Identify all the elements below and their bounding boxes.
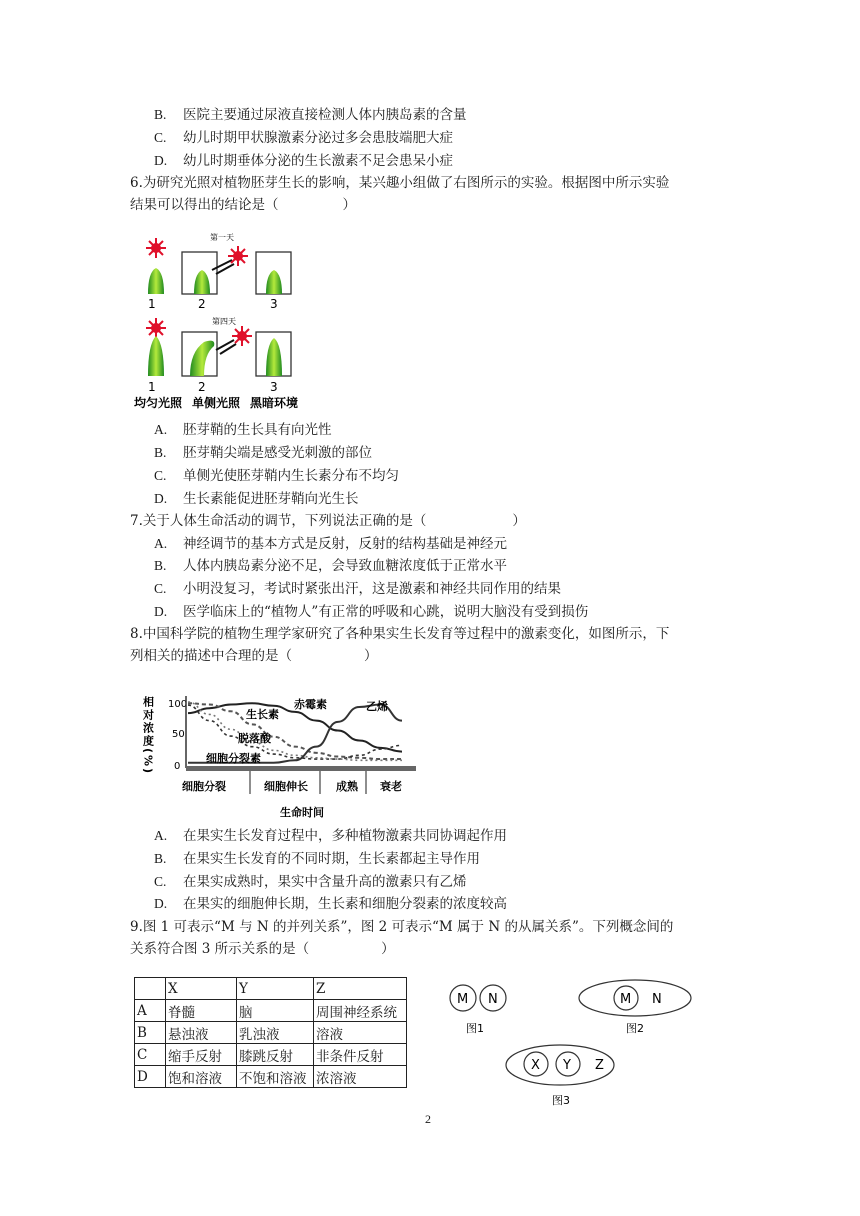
y-axis-label: 相对浓度(%)	[141, 696, 155, 776]
figure-1	[450, 985, 506, 1035]
q6-option-a: A. 胚芽鞘的生长具有向光性	[154, 422, 332, 438]
sun-icon	[232, 326, 252, 346]
svg-text:2: 2	[198, 297, 206, 311]
svg-text:N: N	[488, 992, 498, 1007]
series-label: 细胞分裂素	[206, 752, 261, 765]
condition-unilateral: 单侧光照	[192, 396, 241, 410]
q7-option-c: C. 小明没复习，考试时紧张出汗，这是激素和神经共同作用的结果	[154, 581, 561, 597]
svg-text:图1: 图1	[466, 1022, 484, 1035]
hormone-chart	[134, 682, 424, 822]
day1-label: 第一天	[210, 233, 234, 242]
q9-stem-2: 关系符合图 3 所示关系的是（ ）	[130, 941, 395, 957]
series-label: 乙烯	[366, 700, 388, 713]
svg-text:2: 2	[198, 380, 206, 394]
table-header-row: X Y Z	[135, 978, 407, 1000]
q6-figure	[132, 226, 332, 416]
svg-text:Z: Z	[595, 1058, 604, 1073]
x-axis	[186, 766, 416, 771]
sun-icon	[146, 238, 166, 258]
svg-text:N: N	[652, 992, 662, 1007]
svg-text:1: 1	[148, 297, 156, 311]
table-row: B 悬浊液 乳浊液 溶液	[135, 1022, 407, 1044]
condition-uniform: 均匀光照	[134, 396, 183, 410]
series-label: 脱落酸	[238, 732, 271, 745]
q6-option-b: B. 胚芽鞘尖端是感受光刺激的部位	[154, 445, 372, 461]
table-row: D 饱和溶液 不饱和溶液 浓溶液	[135, 1066, 407, 1088]
q8-stem-2: 列相关的描述中合理的是（ ）	[130, 648, 378, 664]
figure-2	[579, 980, 691, 1035]
sun-icon	[146, 318, 166, 338]
x-stage-label: 细胞分裂	[182, 780, 226, 793]
svg-text:X: X	[531, 1058, 540, 1073]
q7-stem: 7.关于人体生命活动的调节，下列说法正确的是（ ）	[130, 513, 526, 529]
series-label: 生长素	[246, 708, 279, 721]
series-label: 赤霉素	[294, 698, 327, 711]
condition-dark: 黑暗环境	[250, 396, 299, 410]
svg-text:1: 1	[148, 380, 156, 394]
concept-table	[134, 977, 407, 1088]
svg-text:M: M	[457, 992, 469, 1007]
y-tick: 100	[168, 699, 188, 710]
option-c: C. 幼儿时期甲状腺激素分泌过多会患肢端肥大症	[154, 130, 453, 146]
q8-stem: 8.中国科学院的植物生理学家研究了各种果实生长发育等过程中的激素变化，如图所示，下	[130, 626, 670, 642]
x-axis-label: 生命时间	[280, 806, 324, 819]
q7-option-d: D. 医学临床上的“植物人”有正常的呼吸和心跳，说明大脑没有受到损伤	[154, 604, 589, 620]
x-stage-label: 细胞伸长	[264, 780, 308, 793]
figure-3	[506, 1045, 614, 1107]
option-b: B. 医院主要通过尿液直接检测人体内胰岛素的含量	[154, 107, 467, 123]
y-tick: 50	[172, 729, 185, 740]
page-number: 2	[425, 1112, 431, 1126]
q6-option-c: C. 单侧光使胚芽鞘内生长素分布不均匀	[154, 468, 399, 484]
q7-option-a: A. 神经调节的基本方式是反射，反射的结构基础是神经元	[154, 536, 507, 552]
q8-option-c: C. 在果实成熟时，果实中含量升高的激素只有乙烯	[154, 874, 467, 890]
svg-text:3: 3	[270, 380, 278, 394]
x-stage-label: 成熟	[336, 780, 358, 793]
q6-stem-2: 结果可以得出的结论是（ ）	[130, 197, 356, 213]
q6-stem: 6.为研究光照对植物胚芽生长的影响，某兴趣小组做了右图所示的实验。根据图中所示实验	[130, 175, 670, 191]
q8-option-d: D. 在果实的细胞伸长期，生长素和细胞分裂素的浓度较高	[154, 896, 507, 912]
option-d: D. 幼儿时期垂体分泌的生长激素不足会患呆小症	[154, 153, 453, 169]
series-line-3	[188, 705, 402, 759]
svg-text:Y: Y	[563, 1058, 571, 1073]
table-row: A 脊髓 脑 周围神经系统	[135, 1000, 407, 1022]
svg-text:图2: 图2	[626, 1022, 644, 1035]
q9-stem: 9.图 1 可表示“M 与 N 的并列关系”，图 2 可表示“M 属于 N 的从属关系”。下列概念间的	[130, 919, 674, 935]
q8-option-b: B. 在果实生长发育的不同时期，生长素都起主导作用	[154, 851, 480, 867]
svg-text:图3: 图3	[552, 1094, 570, 1107]
svg-text:3: 3	[270, 297, 278, 311]
q8-option-a: A. 在果实生长发育过程中，多种植物激素共同协调起作用	[154, 828, 507, 844]
x-stage-label: 衰老	[380, 780, 402, 793]
svg-text:M: M	[620, 992, 632, 1007]
day4-label: 第四天	[212, 317, 236, 326]
sun-icon	[228, 246, 248, 266]
y-tick: 0	[174, 761, 181, 772]
q6-option-d: D. 生长素能促进胚芽鞘向光生长	[154, 491, 359, 507]
venn-figures	[440, 972, 710, 1112]
table-row: C 缩手反射 膝跳反射 非条件反射	[135, 1044, 407, 1066]
q7-option-b: B. 人体内胰岛素分泌不足，会导致血糖浓度低于正常水平	[154, 558, 507, 574]
